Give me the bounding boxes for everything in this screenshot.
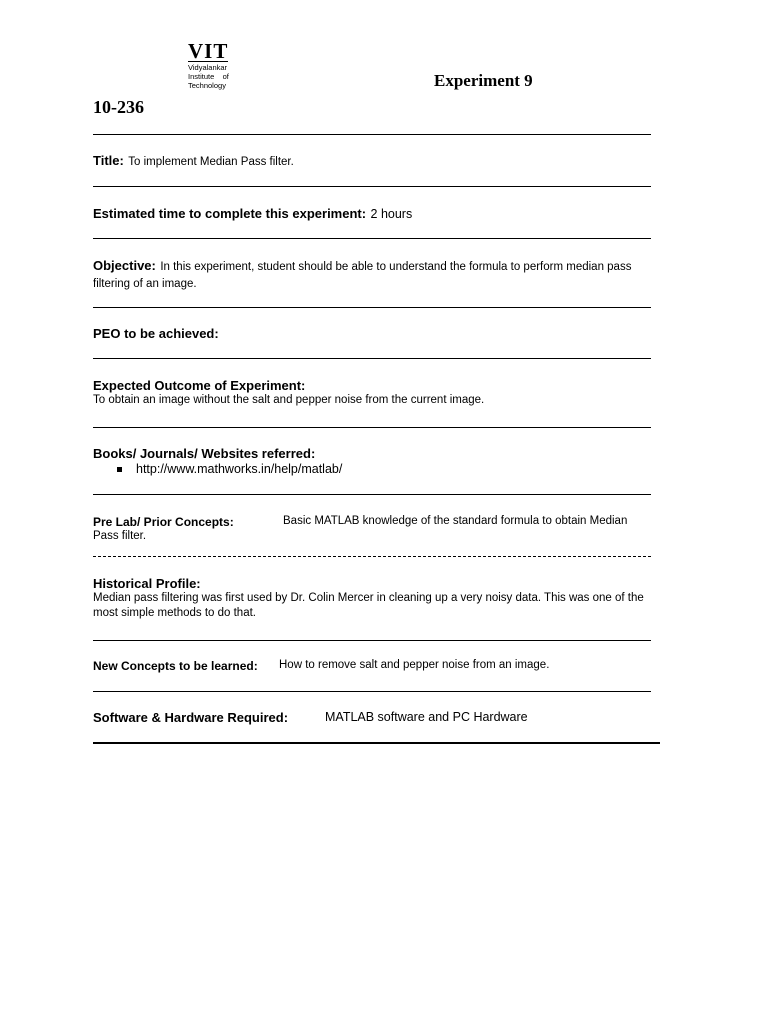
list-item xyxy=(117,462,342,476)
new-concepts-value: How to remove salt and pepper noise from an image. xyxy=(279,659,550,671)
books-label: Books/ Journals/ Websites referred: xyxy=(93,446,316,461)
divider xyxy=(93,494,651,495)
objective-value: In this experiment, student should be able to understand the formula to perform median pass filtering of an image. xyxy=(93,261,632,290)
reference-link[interactable]: http://www.mathworks.in/help/matlab/ xyxy=(136,462,343,476)
objective-label: Objective: xyxy=(93,258,156,273)
experiment-title: Experiment 9 xyxy=(434,71,533,90)
prelab-value-line1: Basic MATLAB knowledge of the standard formula to obtain Median xyxy=(283,515,628,527)
new-concepts-section xyxy=(93,658,653,674)
divider xyxy=(93,238,651,239)
time-value: 2 hours xyxy=(370,207,413,221)
divider xyxy=(93,691,651,692)
software-section xyxy=(93,710,653,725)
time-label: Estimated time to complete this experiment: xyxy=(93,206,367,221)
bullet-icon xyxy=(117,467,122,472)
prelab-section xyxy=(93,514,653,544)
title-value: To implement Median Pass filter. xyxy=(128,156,294,168)
software-value: MATLAB software and PC Hardware xyxy=(325,710,528,724)
logo-mark: VIT xyxy=(188,39,229,63)
objective-section xyxy=(93,258,653,292)
outcome-value: To obtain an image without the salt and pepper noise from the current image. xyxy=(93,394,485,406)
divider xyxy=(93,134,651,135)
books-section xyxy=(93,446,653,461)
institute-logo xyxy=(188,39,248,90)
new-concepts-label: New Concepts to be learned: xyxy=(93,659,258,673)
logo-line-1: Vidyalankar xyxy=(188,63,228,72)
outcome-section xyxy=(93,378,653,408)
divider xyxy=(93,307,651,308)
title-label: Title: xyxy=(93,153,124,168)
history-section xyxy=(93,576,653,621)
divider xyxy=(93,186,651,187)
divider xyxy=(93,556,651,557)
prelab-label: Pre Lab/ Prior Concepts: xyxy=(93,515,234,529)
peo-section xyxy=(93,326,653,341)
history-value: Median pass filtering was first used by Dr. Colin Mercer in cleaning up a very noisy data. This was one of the most simple methods to do that. xyxy=(93,592,644,619)
time-section xyxy=(93,206,653,222)
divider xyxy=(93,427,651,428)
logo-line-2: Institute of xyxy=(188,72,229,81)
divider xyxy=(93,742,660,744)
software-label: Software & Hardware Required: xyxy=(93,710,289,725)
prelab-value-line2: Pass filter. xyxy=(93,530,147,542)
logo-line-3: Technology xyxy=(188,81,226,90)
outcome-label: Expected Outcome of Experiment: xyxy=(93,378,306,393)
divider xyxy=(93,640,651,641)
divider xyxy=(93,358,651,359)
title-section xyxy=(93,153,653,170)
document-code: 10-236 xyxy=(93,97,144,117)
history-label: Historical Profile: xyxy=(93,576,201,591)
peo-label: PEO to be achieved: xyxy=(93,326,219,341)
